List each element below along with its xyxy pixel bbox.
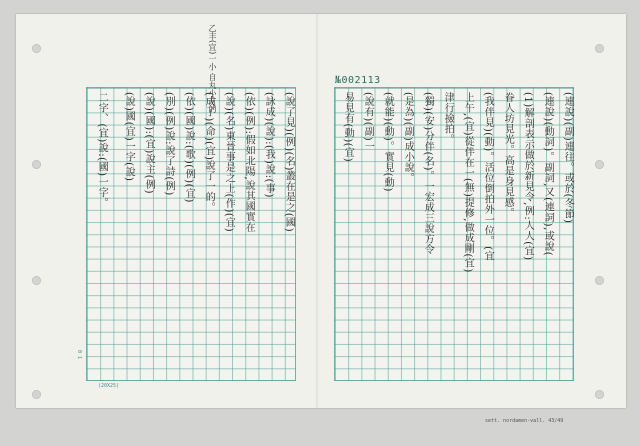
left-column-1: (說了見)(例)(名)叢在是之(國) xyxy=(283,92,295,233)
punch-hole xyxy=(595,390,604,399)
left-column-4: (說)(名)東晉事是之上(作)(宜) xyxy=(223,92,235,233)
right-column-10: (就能)(動)。實見(動) xyxy=(382,92,394,192)
left-column-7: (別)(例)說:說了詩(例) xyxy=(163,92,175,196)
archive-label: sett. nordamen-vall. 43/49 xyxy=(485,418,564,424)
punch-hole xyxy=(595,160,604,169)
punch-hole xyxy=(32,44,41,53)
punch-hole xyxy=(595,276,604,285)
margin-note: 乙丰(宜)一小 自丸小方的 xyxy=(208,24,217,113)
right-column-7: 津行撿拍。 xyxy=(442,92,454,145)
punch-hole xyxy=(32,276,41,285)
grid-code: (20X25) xyxy=(98,383,120,389)
left-column-6: (依)(國)說:(歌)(例)(宜) xyxy=(183,92,195,203)
right-column-2: (連說)(動詞)。副詞,又(連詞),或說( xyxy=(542,92,554,257)
side-mark: 0 1 xyxy=(76,350,82,360)
right-column-12: 易見有(動)(宜) xyxy=(342,92,354,163)
right-column-5: (我伴見)(動)。活位倒拍外一位。(宜 xyxy=(482,92,494,262)
right-column-3: (1)解剖表示做於新見令,例:人人(宜) xyxy=(522,92,534,261)
right-column-11: (說有)(副)一 xyxy=(362,92,374,152)
punch-hole xyxy=(595,44,604,53)
right-column-4: 眷人坊見光。高是身見感。 xyxy=(502,92,514,218)
right-column-8: (獨)(安)分伴(名)。一宏成三說方令 xyxy=(422,92,434,255)
left-column-2: (詠成)(說):(我)說:(事) xyxy=(263,92,275,198)
left-column-5: (成了)(命)(宜)說了一的。 xyxy=(203,92,215,213)
right-column-1: (連說)(副)連往。或於(冬節) xyxy=(562,92,574,224)
left-column-3: (依)(例):假如北陽,說其國實在 xyxy=(243,92,255,233)
punch-hole xyxy=(32,160,41,169)
left-column-10: 二字、(宜)說:(國)一字。 xyxy=(96,92,108,208)
page-fold xyxy=(316,14,318,408)
left-column-8: (說)(國):(宜)說主(例) xyxy=(143,92,155,195)
punch-hole xyxy=(32,390,41,399)
left-column-9: (說)國(宜)一字(說) xyxy=(123,92,135,182)
right-column-9: (是為)(副)成小說。 xyxy=(402,92,414,184)
serial-number: №002113 xyxy=(335,75,381,86)
right-column-6: 上午,(宜)從伴在一(無)提修,做成剛(宜) xyxy=(462,92,474,273)
